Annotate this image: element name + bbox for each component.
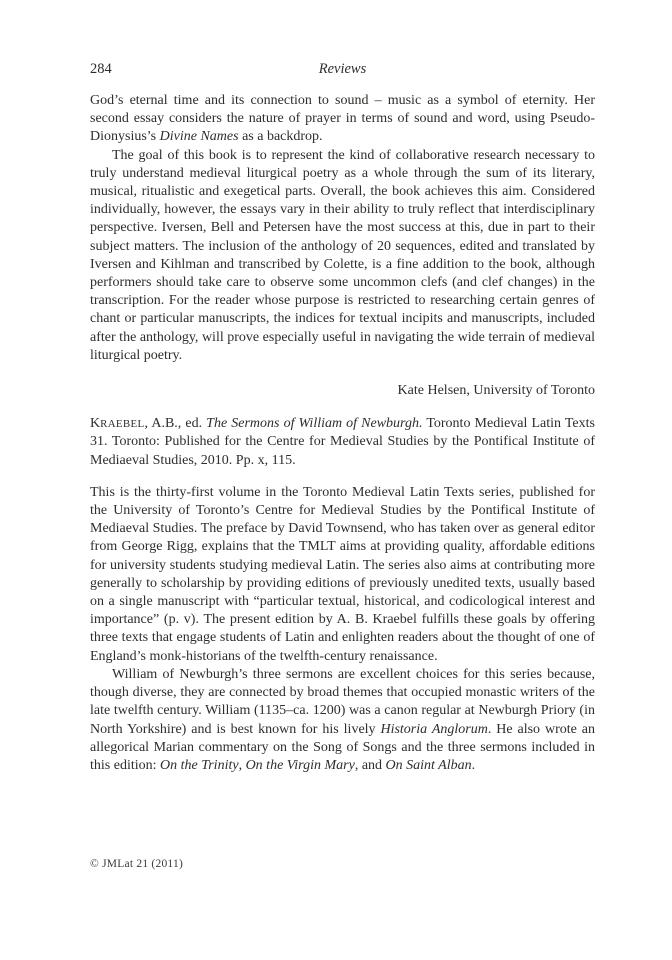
running-title: Reviews	[318, 61, 367, 77]
page-body	[90, 92, 595, 775]
reviewer-attribution: Kate Helsen, University of Toronto	[397, 383, 595, 399]
review-paragraph-continuation: God’s eternal time and its connection to sound – music as a symbol of eternity. Her second essay considers the nature of prayer in terms of sound and word, using Pseudo-Dionysius’s Divine Names as a backdrop.	[90, 93, 595, 145]
page-number: 284	[90, 61, 112, 77]
book-citation: KRAEBEL, A.B., ed. The Sermons of William of Newburgh. Toronto Medieval Latin Texts 31. Toronto: Published for the Centre for Medieval Studies by the Pontifical Institute of Mediaeval Studies, 2010. Pp. x, 115.	[90, 416, 595, 468]
review-paragraph-sermons: William of Newburgh’s three sermons are excellent choices for this series because, though diverse, they are connected by broad themes that occupied monastic writers of the late twelfth century. William (1135–ca. 1200) was a canon regular at Newburgh Priory (in North Yorkshire) and is best known for his lively Historia Anglorum. He also wrote an allegorical Marian commentary on the Song of Songs and the three sermons included in this edition: On the Trinity, On the Virgin Mary, and On Saint Alban.	[90, 666, 595, 773]
text-column	[90, 60, 595, 775]
page-footer	[90, 858, 183, 870]
running-head	[90, 60, 595, 78]
review-paragraph-opening: This is the thirty-first volume in the Toronto Medieval Latin Texts series, published for the University of Toronto’s Centre for Medieval Studies by the Pontifical Institute of Mediaeval Studies. The preface by David Townsend, who has taken over as general editor from George Rigg, explains that the TMLT aims at providing quality, affordable editions for university students studying medieval Latin. The series also aims at contributing more generally to scholarship by providing editions of previously unedited texts, usually based on a single manuscript with “particular textual, historical, and codicological interest and importance” (p. v). The present edition by A. B. Kraebel fulfills these goals by offering three texts that engage students of Latin and enlighten readers about the thought of one of England’s monk-historians of the twelfth-century renaissance.	[90, 484, 595, 664]
review-paragraph-conclusion: The goal of this book is to represent the kind of collaborative research necessary to truly understand medieval liturgical poetry as a whole through the sum of its literary, musical, ritualistic and exegetical parts. Overall, the book achieves this aim. Considered individually, however, the essays vary in their ability to truly reflect that interdisciplinary perspective. Iversen, Bell and Petersen have the most success at this, due in part to their subject matters. The inclusion of the anthology of 20 sequences, edited and translated by Iversen and Kihlman and transcribed by Colette, is a fine addition to the book, although performers should take care to observe some uncommon clefs (and clef changes) in the transcription. For the reader whose purpose is restricted to researching certain genres of chant or particular manuscripts, the indices for textual incipits and manuscripts, included after the anthology, will prove especially useful in navigating the wide terrain of medieval liturgical poetry.	[90, 147, 595, 363]
copyright-line: © JMLat 21 (2011)	[90, 858, 184, 870]
